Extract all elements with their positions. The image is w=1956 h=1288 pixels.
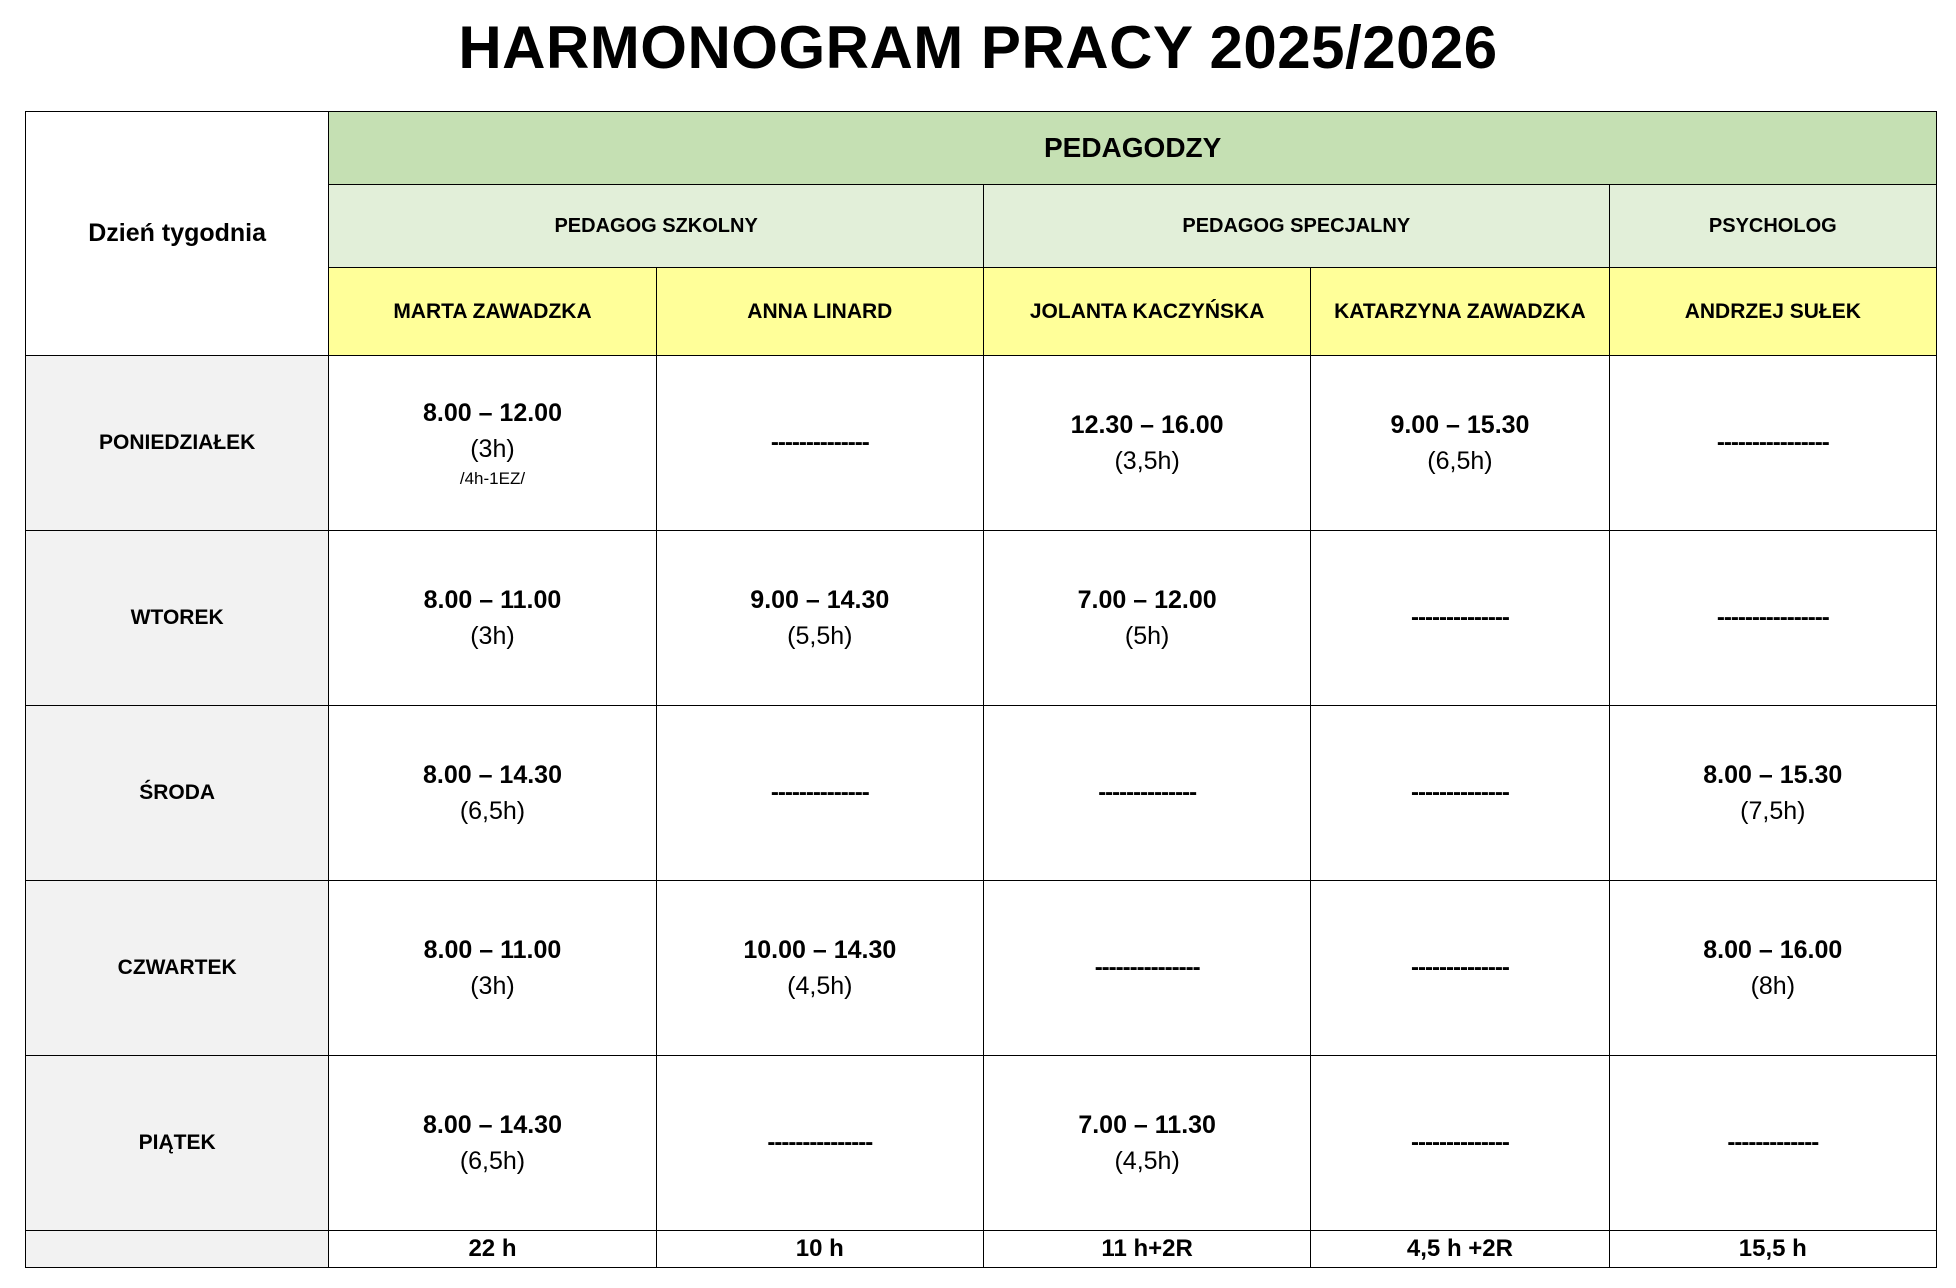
group-header-psycholog: PSYCHOLOG <box>1609 185 1936 268</box>
empty-dash: -------------- <box>1411 1129 1509 1156</box>
day-name: PIĄTEK <box>26 1056 329 1231</box>
work-time: 8.00 – 11.00 <box>423 586 562 614</box>
work-time: 8.00 – 11.00 <box>423 936 562 964</box>
work-hours: (3h) <box>470 435 515 463</box>
schedule-cell <box>656 356 983 531</box>
work-hours: (5,5h) <box>787 622 853 650</box>
group-header-pedagog-specjalny: PEDAGOG SPECJALNY <box>983 185 1609 268</box>
table-row <box>26 706 1937 881</box>
totals-label-cell <box>26 1231 329 1268</box>
work-hours: (7,5h) <box>1740 797 1806 825</box>
table-row <box>26 881 1937 1056</box>
schedule-cell <box>1311 1056 1609 1231</box>
work-hours: (3,5h) <box>1114 447 1180 475</box>
day-name: CZWARTEK <box>26 881 329 1056</box>
work-hours: (4,5h) <box>787 972 853 1000</box>
work-hours: (6,5h) <box>1427 447 1493 475</box>
empty-dash: -------------- <box>1411 779 1509 806</box>
person-header: JOLANTA KACZYŃSKA <box>983 268 1310 356</box>
empty-dash: ------------- <box>1727 1129 1819 1156</box>
work-time: 7.00 – 12.00 <box>1077 586 1217 614</box>
empty-dash: -------------- <box>770 429 869 456</box>
work-time: 12.30 – 16.00 <box>1070 411 1224 439</box>
schedule-cell <box>1311 706 1609 881</box>
person-header: MARTA ZAWADZKA <box>329 268 656 356</box>
empty-dash: ---------------- <box>1716 429 1829 456</box>
work-time: 10.00 – 14.30 <box>743 936 897 964</box>
empty-dash: -------------- <box>1098 779 1197 806</box>
empty-dash: --------------- <box>1094 954 1200 981</box>
work-time: 7.00 – 11.30 <box>1078 1111 1216 1139</box>
day-name: PONIEDZIAŁEK <box>26 356 329 531</box>
schedule-cell <box>1311 356 1609 531</box>
total-hours: 11 h+2R <box>983 1231 1310 1268</box>
schedule-cell <box>656 1056 983 1231</box>
person-header: ANNA LINARD <box>656 268 983 356</box>
work-hours: (5h) <box>1124 622 1170 650</box>
schedule-table <box>25 111 1937 1268</box>
work-hours: (3h) <box>470 972 515 1000</box>
person-header: KATARZYNA ZAWADZKA <box>1311 268 1609 356</box>
schedule-cell <box>656 706 983 881</box>
page-title: HARMONOGRAM PRACY 2025/2026 <box>458 14 1498 81</box>
schedule-cell <box>983 1056 1310 1231</box>
schedule-cell <box>983 881 1310 1056</box>
total-hours: 10 h <box>656 1231 983 1268</box>
group-header-pedagodzy: PEDAGODZY <box>329 112 1937 185</box>
work-hours: (3h) <box>470 622 515 650</box>
empty-dash: -------------- <box>1411 604 1509 631</box>
group-header-pedagog-szkolny: PEDAGOG SZKOLNY <box>329 185 984 268</box>
work-time: 8.00 – 16.00 <box>1703 936 1843 964</box>
empty-dash: --------------- <box>767 1129 873 1156</box>
total-hours: 4,5 h +2R <box>1311 1231 1609 1268</box>
work-hours: (8h) <box>1750 972 1796 1000</box>
work-hours: (6,5h) <box>459 1147 526 1175</box>
schedule-cell <box>656 881 983 1056</box>
person-header: ANDRZEJ SUŁEK <box>1609 268 1936 356</box>
total-hours: 15,5 h <box>1609 1231 1936 1268</box>
schedule-cell <box>1311 881 1609 1056</box>
work-hours: (6,5h) <box>459 797 526 825</box>
work-time: 9.00 – 14.30 <box>750 586 890 614</box>
schedule-cell <box>983 356 1310 531</box>
schedule-cell <box>983 706 1310 881</box>
schedule-cell <box>1609 531 1936 706</box>
table-row <box>26 1056 1937 1231</box>
work-time: 8.00 – 12.00 <box>422 399 562 427</box>
schedule-cell <box>1609 706 1936 881</box>
schedule-cell <box>1609 1056 1936 1231</box>
schedule-cell <box>329 1056 656 1231</box>
schedule-cell <box>1311 531 1609 706</box>
weekday-header: Dzień tygodnia <box>26 112 329 356</box>
total-hours: 22 h <box>329 1231 656 1268</box>
day-name: WTOREK <box>26 531 329 706</box>
work-time: 9.00 – 15.30 <box>1390 411 1530 439</box>
work-time: 8.00 – 14.30 <box>422 761 562 789</box>
day-name: ŚRODA <box>26 706 329 881</box>
empty-dash: -------------- <box>770 779 869 806</box>
work-note: /4h-1EZ/ <box>459 469 526 488</box>
work-time: 8.00 – 14.30 <box>422 1111 562 1139</box>
schedule-cell <box>329 881 656 1056</box>
schedule-cell <box>329 706 656 881</box>
schedule-cell <box>983 531 1310 706</box>
schedule-cell <box>1609 881 1936 1056</box>
empty-dash: -------------- <box>1411 954 1509 981</box>
schedule-cell <box>1609 356 1936 531</box>
totals-row <box>26 1231 1937 1268</box>
table-row <box>26 531 1937 706</box>
schedule-cell <box>329 531 656 706</box>
empty-dash: ---------------- <box>1716 604 1829 631</box>
work-time: 8.00 – 15.30 <box>1703 761 1843 789</box>
schedule-cell <box>329 356 656 531</box>
table-row <box>26 356 1937 531</box>
schedule-cell <box>656 531 983 706</box>
work-hours: (4,5h) <box>1114 1147 1180 1175</box>
